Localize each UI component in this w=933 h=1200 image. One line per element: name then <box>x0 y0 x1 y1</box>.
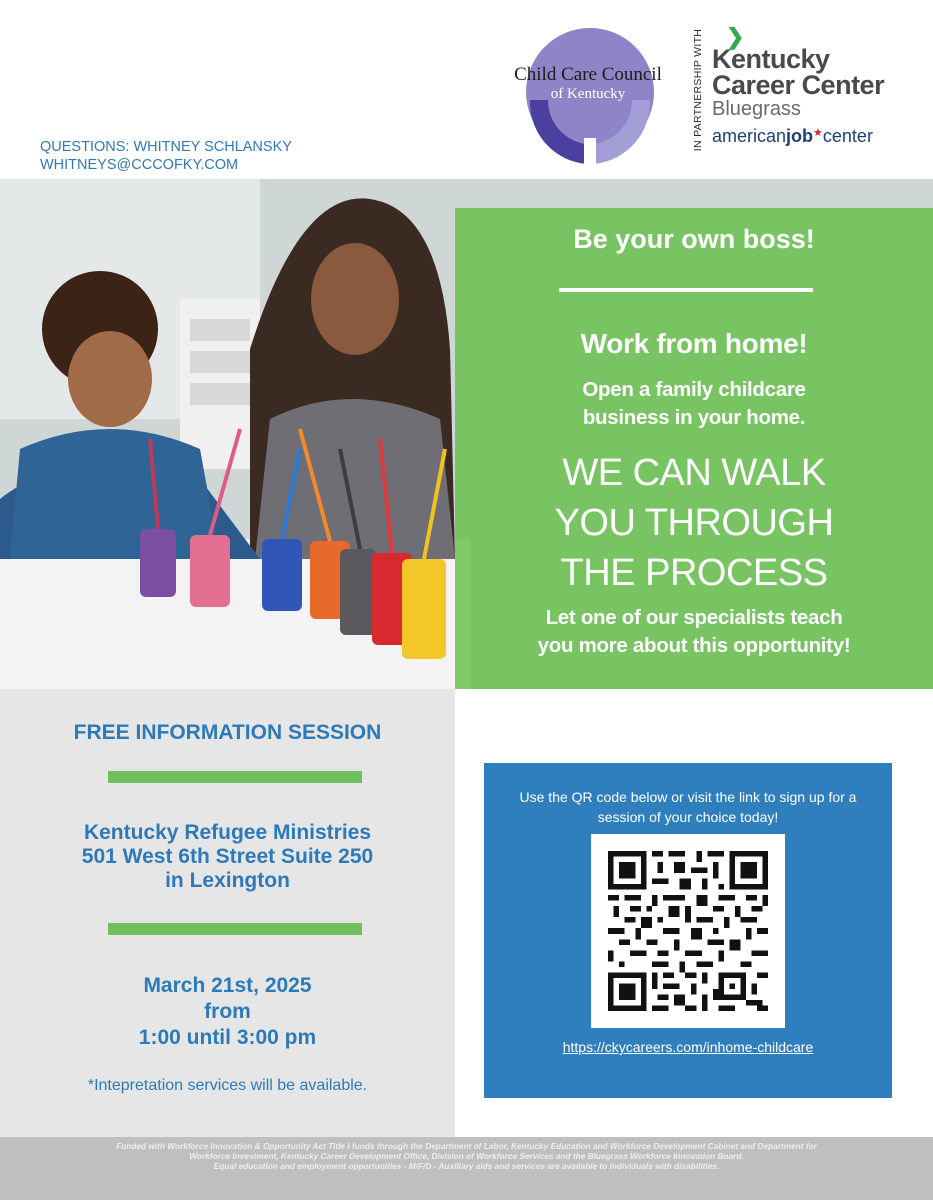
ajc-part1: american <box>712 126 787 146</box>
kcc-line2: Career Center <box>712 70 885 100</box>
session-info-panel <box>0 689 455 1137</box>
contact-email: WHITNEYS@CCCOFKY.COM <box>40 157 239 173</box>
location-line2: 501 West 6th Street Suite 250 <box>81 845 374 868</box>
american-job-center-logo <box>712 126 884 147</box>
partnership-text: IN PARTNERSHIP WITH <box>692 28 704 152</box>
promo-divider <box>559 288 813 292</box>
promo-body-2-line2: you more about this opportunity! <box>537 634 851 657</box>
ccc-subname: of Kentucky <box>550 86 626 102</box>
promo-body-2-line1: Let one of our specialists teach <box>545 606 843 629</box>
session-date <box>0 973 455 1051</box>
date-line3: 1:00 until 3:00 pm <box>138 1026 317 1049</box>
date-line1: March 21st, 2025 <box>143 974 312 997</box>
session-location <box>0 821 455 893</box>
signup-instructions: Use the QR code below or visit the link to sign up for a session of your choice today! <box>519 789 857 825</box>
signup-box <box>484 763 892 1098</box>
contact-name: QUESTIONS: WHITNEY SCHLANSKY <box>40 139 292 155</box>
date-line2: from <box>204 1000 251 1023</box>
interpretation-note: *Intepretation services will be available. <box>87 1077 368 1094</box>
chevron-icon: ❯ <box>726 24 745 49</box>
kentucky-career-center-logo <box>712 24 885 147</box>
promo-box <box>455 208 933 689</box>
footer-disclaimer <box>40 1141 893 1171</box>
footer-line3: Equal education and employment opportunities - M/F/D - Auxiliary aids and services are available to individuals with disabilities. <box>213 1161 720 1171</box>
promo-big-text <box>455 448 933 598</box>
partnership-label <box>686 20 710 160</box>
qr-code-icon <box>608 851 768 1011</box>
ajc-part3: center <box>822 126 873 146</box>
promo-body-1-line1: Open a family childcare <box>582 378 806 401</box>
promo-body-1-line2: business in your home. <box>582 406 806 429</box>
promo-body-1 <box>455 376 933 432</box>
ajc-part2: job <box>786 126 814 146</box>
session-divider-2 <box>108 923 362 935</box>
promo-subheadline: Work from home! <box>580 328 808 359</box>
ccc-name: Child Care Council <box>514 64 662 85</box>
kcc-line3: Bluegrass <box>712 98 801 120</box>
promo-big-line1: WE CAN WALK <box>562 452 826 494</box>
signup-link[interactable]: https://ckycareers.com/inhome-childcare <box>562 1039 814 1055</box>
footer-line2: Workforce Investment, Kentucky Career Development Office, Division of Workforce Services and the Bluegrass Workforce Innovation Board. <box>189 1151 744 1161</box>
star-icon: ★ <box>813 127 823 139</box>
promo-body-2 <box>455 604 933 660</box>
promo-headline: Be your own boss! <box>573 224 815 254</box>
promo-big-line3: THE PROCESS <box>560 552 828 594</box>
kcc-line1: Kentucky <box>712 44 830 74</box>
contact-info <box>40 138 292 174</box>
footer <box>0 1137 933 1200</box>
location-line3: in Lexington <box>165 869 290 892</box>
session-divider-1 <box>108 771 362 783</box>
child-care-council-logo <box>508 26 668 176</box>
footer-line1: Funded with Workforce Innovation & Opportunity Act Title I funds through the Department of Labor, Kentucky Education and Workforce Development Cabinet and Department for <box>116 1141 817 1151</box>
location-line1: Kentucky Refugee Ministries <box>83 821 372 844</box>
session-title: FREE INFORMATION SESSION <box>73 721 382 744</box>
promo-big-line2: YOU THROUGH <box>554 502 834 544</box>
qr-code[interactable] <box>591 834 785 1028</box>
